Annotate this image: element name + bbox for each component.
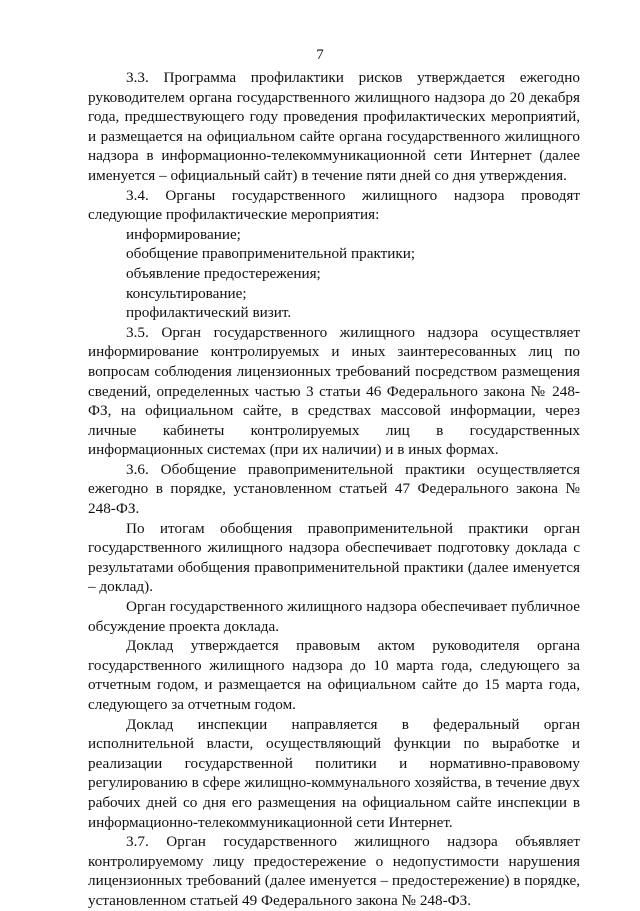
list-item-informing: информирование; [126, 225, 241, 243]
paragraph-3-4: 3.4. Органы государственного жилищного надзора проводят следующие профилактические мероприятия: [88, 186, 580, 224]
list-item-consulting: консультирование; [126, 284, 247, 302]
document-body [88, 68, 580, 911]
paragraph-3-6: 3.6. Обобщение правоприменительной практики осуществляется ежегодно в порядке, установленном статьей 47 Федерального закона № 248-ФЗ. [88, 460, 580, 518]
list-item-warning: объявление предостережения; [126, 264, 321, 282]
list-item-practice-generalization: обобщение правоприменительной практики; [126, 245, 416, 263]
page-number: 7 [316, 47, 324, 63]
paragraph-report-submission: Доклад инспекции направляется в федеральный орган исполнительной власти, осуществляющий функции по выработке и реализации государственной политики и нормативно-правовому регулированию в сфере жилищно-коммунального хозяйства, в течение двух рабочих дней со дня его размещения на официальном сайте инспекции в информационно-телекоммуникационной сети Интернет. [88, 715, 580, 831]
paragraph-public-discussion: Орган государственного жилищного надзора обеспечивает публичное обсуждение проекта доклада. [88, 598, 580, 635]
paragraph-3-5: 3.5. Орган государственного жилищного надзора осуществляет информирование контролируемых и иных заинтересованных лиц по вопросам соблюдения лицензионных требований посредством размещения сведений, определенных частью 3 статьи 46 Федерального закона № 248-ФЗ, на официальном сайте, в средствах массовой информации, через личные кабинеты контролируемых лиц в государственных информационных системах (при их наличии) и в иных формах. [88, 323, 580, 459]
paragraph-report-approval: Доклад утверждается правовым актом руководителя органа государственного жилищного надзора до 10 марта года, следующего за отчетным годом, и размещается на официальном сайте до 15 марта года, следующего за отчетным годом. [88, 637, 580, 713]
paragraph-3-7: 3.7. Орган государственного жилищного надзора объявляет контролируемому лицу предостережение о недопустимости нарушения лицензионных требований (далее именуется – предостережение) в порядке, установленном статьей 49 Федерального закона № 248-ФЗ. [88, 833, 580, 909]
paragraph-3-3: 3.3. Программа профилактики рисков утверждается ежегодно руководителем органа государственного жилищного надзора до 20 декабря года, предшествующего году проведения профилактических мероприятий, и размещается на официальном сайте органа государственного жилищного надзора в информационно-телекоммуникационной сети Интернет (далее именуется – официальный сайт) в течение пяти дней со дня утверждения. [88, 69, 580, 184]
list-item-preventive-visit: профилактический визит. [126, 304, 292, 322]
paragraph-report-preparation: По итогам обобщения правоприменительной практики орган государственного жилищного надзора обеспечивает подготовку доклада с результатами обобщения правоприменительной практики (далее именуется – доклад). [88, 519, 580, 596]
